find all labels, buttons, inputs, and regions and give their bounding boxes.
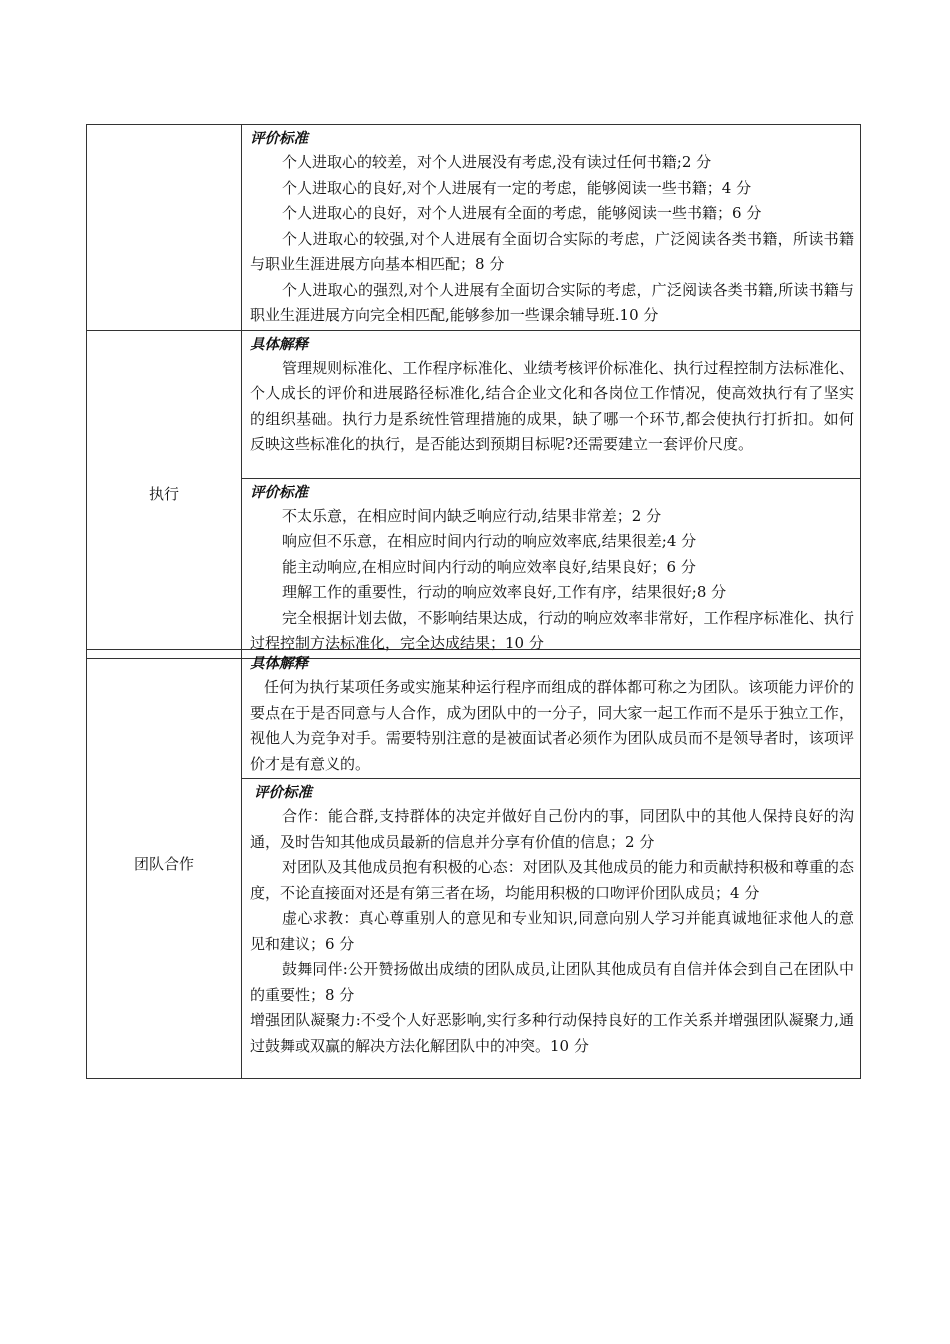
criteria-cell	[242, 125, 861, 331]
criteria-item: 个人进取心的强烈,对个人进展有全面切合实际的考虑，广泛阅读各类书籍,所读书籍与职业生涯进展方向完全相匹配,能够参加一些课余辅导班.10 分	[250, 280, 854, 324]
evaluation-table-teamwork	[86, 649, 861, 1079]
evaluation-table	[86, 124, 861, 659]
table-row-teamwork-explanation	[87, 650, 861, 779]
criteria-item: 能主动响应,在相应时间内行动的响应效率良好,结果良好；6 分	[282, 557, 696, 576]
document-page	[86, 124, 860, 659]
criteria-cell	[242, 478, 861, 658]
document-page-part-2	[86, 649, 860, 1079]
explanation-text: 任何为执行某项任务或实施某种运行程序而组成的群体都可称之为团队。该项能力评价的要点在于是否同意与人合作，成为团队中的一分子，同大家一起工作而不是乐于独立工作，视他人为竞争对手。需要特别注意的是被面试者必须作为团队成员而不是领导者时，该项评价才是有意义的。	[250, 678, 854, 773]
criteria-heading: 评价标准	[254, 784, 312, 801]
row-label-empty	[87, 125, 242, 331]
criteria-cell	[242, 779, 861, 1079]
criteria-item: 响应但不乐意，在相应时间内行动的响应效率底,结果很差;4 分	[282, 532, 697, 550]
criteria-heading: 评价标准	[250, 130, 308, 147]
criteria-item: 合作：能合群,支持群体的决定并做好自己份内的事，同团队中的其他人保持良好的沟通，及时告知其他成员最新的信息并分享有价值的信息；2 分	[250, 807, 854, 851]
criteria-item: 增强团队凝聚力:不受个人好恶影响,实行多种行动保持良好的工作关系并增强团队凝聚力,通过鼓舞或双赢的解决方法化解团队中的冲突。10 分	[250, 1011, 854, 1055]
row-label-teamwork: 团队合作	[87, 650, 242, 1079]
table-row-incentive-criteria	[87, 125, 861, 331]
table-row-execution-explanation	[87, 330, 861, 478]
criteria-item: 虚心求教：真心尊重别人的意见和专业知识,同意向别人学习并能真诚地征求他人的意见和建议；6 分	[250, 909, 854, 953]
criteria-item: 个人进取心的良好,对个人进展有一定的考虑，能够阅读一些书籍；4 分	[282, 178, 752, 197]
criteria-item: 鼓舞同伴:公开赞扬做出成绩的团队成员,让团队其他成员有自信并体会到自己在团队中的重要性；8 分	[250, 960, 854, 1004]
criteria-item: 个人进取心的较强,对个人进展有全面切合实际的考虑，广泛阅读各类书籍，所读书籍与职业生涯进展方向基本相匹配；8 分	[250, 229, 854, 273]
explanation-cell	[242, 330, 861, 478]
criteria-item: 完全根据计划去做，不影响结果达成，行动的响应效率非常好，工作程序标准化、执行过程控制方法标准化，完全达成结果；10 分	[250, 608, 854, 652]
explanation-heading: 具体解释	[250, 655, 308, 672]
criteria-heading: 评价标准	[250, 483, 308, 501]
criteria-item: 理解工作的重要性，行动的响应效率良好,工作有序，结果很好;8 分	[282, 583, 727, 601]
explanation-text: 管理规则标准化、工作程序标准化、业绩考核评价标准化、执行过程控制方法标准化、个人成长的评价和进展路径标准化,结合企业文化和各岗位工作情况，使高效执行有了坚实的组织基础。执行力是系统性管理措施的成果，缺了哪一个环节,都会使执行打折扣。如何反映这些标准化的执行，是否能达到预期目标呢?还需要建立一套评价尺度。	[250, 358, 854, 453]
criteria-item: 个人进取心的良好，对个人进展有全面的考虑，能够阅读一些书籍；6 分	[282, 204, 762, 222]
criteria-item: 不太乐意，在相应时间内缺乏响应行动,结果非常差；2 分	[282, 506, 662, 525]
criteria-item: 对团队及其他成员抱有积极的心态：对团队及其他成员的能力和贡献持积极和尊重的态度，不论直接面对还是有第三者在场，均能用积极的口吻评价团队成员；4 分	[250, 858, 854, 902]
explanation-cell	[242, 650, 861, 779]
row-label-execution: 执行	[87, 330, 242, 658]
criteria-item: 个人进取心的较差，对个人进展没有考虑,没有读过任何书籍;2 分	[282, 153, 712, 171]
explanation-heading: 具体解释	[250, 335, 308, 353]
